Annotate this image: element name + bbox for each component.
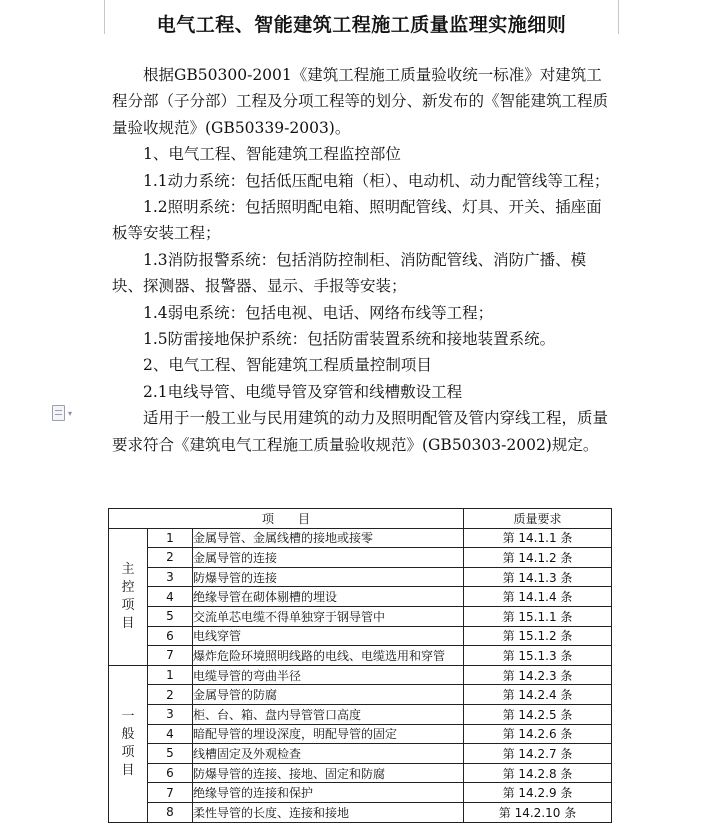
paragraph-format-icon[interactable] xyxy=(52,405,78,421)
paragraph-1-3[interactable]: 1.3消防报警系统：包括消防控制柜、消防配管线、消防广播、模块、探测器、报警器、显示、手报等安装； xyxy=(112,250,587,296)
row-number: 5 xyxy=(148,606,193,626)
row-number: 2 xyxy=(148,548,193,568)
row-item: 柜、台、箱、盘内导管管口高度 xyxy=(193,704,464,724)
row-item: 绝缘导管在砌体剔槽的埋设 xyxy=(193,587,464,607)
paragraph-1-2[interactable]: 1.2照明系统：包括照明配电箱、照明配管线、灯具、开关、插座面板等安装工程； xyxy=(112,198,602,243)
row-item: 线槽固定及外观检查 xyxy=(193,744,464,764)
row-item: 金属导管的防腐 xyxy=(193,685,464,705)
row-item: 防爆导管的连接 xyxy=(193,567,464,587)
row-requirement: 第 14.2.7 条 xyxy=(464,744,612,764)
row-requirement: 第 14.2.9 条 xyxy=(464,783,612,803)
row-item: 防爆导管的连接、接地、固定和防腐 xyxy=(193,763,464,783)
document-icon xyxy=(52,405,65,421)
row-requirement: 第 14.1.4 条 xyxy=(464,587,612,607)
row-requirement: 第 15.1.3 条 xyxy=(464,646,612,666)
table-row xyxy=(109,567,612,587)
table-row xyxy=(109,744,612,764)
table-header-row xyxy=(109,509,612,529)
row-number: 5 xyxy=(148,744,193,764)
table-row xyxy=(109,665,612,685)
paragraph-1-1[interactable]: 1.1动力系统：包括低压配电箱（柜）、电动机、动力配管线等工程； xyxy=(143,171,610,190)
row-number: 8 xyxy=(148,802,193,822)
row-number: 7 xyxy=(148,783,193,803)
row-requirement: 第 14.1.2 条 xyxy=(464,548,612,568)
paragraph-section-2[interactable]: 2、电气工程、智能建筑工程质量控制项目 xyxy=(143,356,432,375)
table-row xyxy=(109,646,612,666)
table-row xyxy=(109,587,612,607)
group-label-general: 一 般 项 目 xyxy=(109,665,148,822)
row-number: 6 xyxy=(148,626,193,646)
row-number: 3 xyxy=(148,567,193,587)
table-row xyxy=(109,704,612,724)
row-item: 交流单芯电缆不得单独穿于钢导管中 xyxy=(193,606,464,626)
paragraph-2-1[interactable]: 2.1电线导管、电缆导管及穿管和线槽敷设工程 xyxy=(143,382,463,401)
group-label-main: 主 控 项 目 xyxy=(109,528,148,665)
header-item: 项 目 xyxy=(109,509,464,529)
row-requirement: 第 15.1.1 条 xyxy=(464,606,612,626)
table-row xyxy=(109,626,612,646)
quality-requirements-table xyxy=(108,508,612,823)
chevron-down-icon: ▾ xyxy=(68,408,73,418)
row-requirement: 第 14.2.5 条 xyxy=(464,704,612,724)
row-requirement: 第 14.1.3 条 xyxy=(464,567,612,587)
document-title: 电气工程、智能建筑工程施工质量监理实施细则 xyxy=(156,14,567,36)
row-number: 1 xyxy=(148,528,193,548)
paragraph-1-5[interactable]: 1.5防雷接地保护系统：包括防雷装置系统和接地装置系统。 xyxy=(143,330,556,349)
row-requirement: 第 14.1.1 条 xyxy=(464,528,612,548)
row-requirement: 第 15.1.2 条 xyxy=(464,626,612,646)
row-requirement: 第 14.2.6 条 xyxy=(464,724,612,744)
table-row xyxy=(109,528,612,548)
table-row xyxy=(109,783,612,803)
row-item: 爆炸危险环境照明线路的电线、电缆选用和穿管 xyxy=(193,646,464,666)
row-requirement: 第 14.2.10 条 xyxy=(464,802,612,822)
row-item: 电线穿管 xyxy=(193,626,464,646)
row-item: 绝缘导管的连接和保护 xyxy=(193,783,464,803)
paragraph-1-4[interactable]: 1.4弱电系统：包括电视、电话、网络布线等工程； xyxy=(143,303,494,322)
row-item: 金属导管、金属线槽的接地或接零 xyxy=(193,528,464,548)
row-number: 4 xyxy=(148,724,193,744)
row-item: 柔性导管的长度、连接和接地 xyxy=(193,802,464,822)
row-item: 金属导管的连接 xyxy=(193,548,464,568)
row-number: 6 xyxy=(148,763,193,783)
table-row xyxy=(109,685,612,705)
document-body[interactable] xyxy=(112,62,616,458)
table-row xyxy=(109,724,612,744)
row-requirement: 第 14.2.8 条 xyxy=(464,763,612,783)
row-requirement: 第 14.2.4 条 xyxy=(464,685,612,705)
row-number: 3 xyxy=(148,704,193,724)
paragraph-scope[interactable]: 适用于一般工业与民用建筑的动力及照明配管及管内穿线工程，质量要求符合《建筑电气工程施工质量验收规范》(GB50303-2002)规定。 xyxy=(112,409,609,454)
row-number: 2 xyxy=(148,685,193,705)
row-number: 1 xyxy=(148,665,193,685)
table-row xyxy=(109,763,612,783)
paragraph-intro[interactable]: 根据GB50300-2001《建筑工程施工质量验收统一标准》对建筑工程分部（子分部）工程及分项工程等的划分、新发布的《智能建筑工程质量验收规范》(GB50339-2003)。 xyxy=(112,66,609,137)
row-number: 4 xyxy=(148,587,193,607)
paragraph-section-1[interactable]: 1、电气工程、智能建筑工程监控部位 xyxy=(143,145,401,164)
table-row xyxy=(109,606,612,626)
row-item: 电缆导管的弯曲半径 xyxy=(193,665,464,685)
row-number: 7 xyxy=(148,646,193,666)
row-item: 暗配导管的埋设深度，明配导管的固定 xyxy=(193,724,464,744)
header-requirement: 质量要求 xyxy=(464,509,612,529)
row-requirement: 第 14.2.3 条 xyxy=(464,665,612,685)
table-row xyxy=(109,548,612,568)
table-row xyxy=(109,802,612,822)
